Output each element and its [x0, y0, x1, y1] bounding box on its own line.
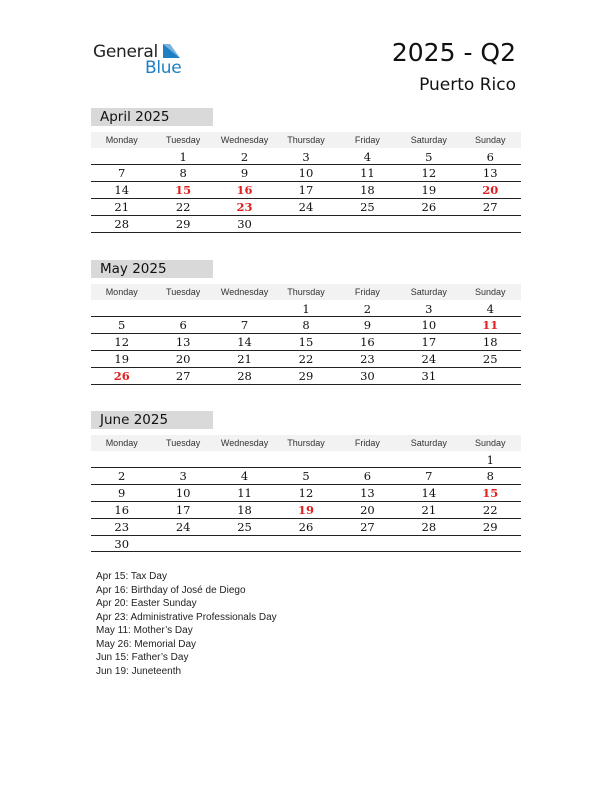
day-cell: 12 [298, 485, 314, 500]
day-cell: 28 [114, 216, 130, 231]
day-cell: 17 [421, 334, 437, 349]
weekday-header: Monday [105, 287, 138, 297]
day-cell: 15 [175, 182, 192, 197]
day-cell: 16 [236, 182, 253, 197]
week-row [91, 502, 521, 519]
weekday-header-row [91, 435, 521, 451]
day-cell: 31 [421, 368, 437, 383]
weekday-header-row [91, 284, 521, 300]
month-label: May 2025 [91, 260, 213, 278]
general-blue-logo [93, 42, 203, 78]
month-block-april [91, 108, 521, 233]
day-cell: 20 [360, 502, 375, 517]
day-cell: 30 [237, 216, 252, 231]
weekday-header: Thursday [287, 135, 325, 145]
day-cell [398, 536, 459, 552]
day-cell: 8 [302, 318, 310, 332]
day-cell: 24 [421, 351, 437, 366]
day-cell: 12 [421, 166, 437, 180]
day-cell: 21 [237, 351, 252, 366]
weekday-header: Monday [105, 438, 138, 448]
week-row [91, 317, 521, 334]
day-cell: 7 [118, 166, 126, 180]
day-cell: 22 [175, 199, 191, 214]
day-cell: 29 [175, 216, 191, 231]
day-cell: 19 [297, 502, 314, 517]
day-cell: 6 [179, 318, 187, 332]
day-cell: 14 [421, 485, 437, 500]
day-cell [152, 301, 213, 316]
day-cell [214, 536, 275, 552]
day-cell [214, 301, 275, 316]
day-cell: 19 [114, 351, 130, 366]
logo-word-blue: Blue [145, 58, 182, 78]
holiday-note: Jun 19: Juneteenth [96, 665, 182, 677]
day-cell [91, 301, 152, 316]
weekday-header: Wednesday [220, 438, 269, 448]
day-cell [337, 452, 398, 467]
page-title: 2025 - Q2 [391, 38, 516, 67]
day-cell: 8 [486, 469, 494, 483]
day-cell: 25 [360, 199, 375, 214]
holiday-note: Apr 20: Easter Sunday [96, 598, 197, 609]
holiday-note: Apr 23: Administrative Professionals Day [96, 611, 277, 623]
month-label: June 2025 [91, 411, 213, 429]
day-cell: 13 [360, 485, 375, 500]
weekday-header: Thursday [287, 438, 325, 448]
day-cell: 5 [302, 469, 310, 483]
day-cell: 15 [298, 334, 314, 349]
day-cell: 21 [421, 502, 437, 517]
day-cell: 2 [363, 302, 372, 316]
day-cell: 24 [175, 519, 191, 534]
week-row [91, 199, 521, 216]
day-cell: 28 [237, 368, 252, 383]
day-cell: 4 [240, 469, 249, 483]
day-cell: 18 [360, 182, 375, 197]
day-cell: 11 [360, 166, 375, 180]
day-cell: 22 [298, 351, 314, 366]
holiday-note: Jun 15: Father’s Day [96, 652, 189, 663]
day-cell: 10 [298, 166, 314, 180]
day-cell: 4 [363, 150, 372, 164]
day-cell [337, 536, 398, 552]
month-block-may [91, 260, 521, 385]
day-cell: 23 [360, 351, 375, 366]
weekday-header: Wednesday [220, 287, 269, 297]
day-cell: 29 [298, 368, 314, 383]
day-cell: 9 [118, 485, 126, 500]
day-cell [152, 452, 213, 467]
day-cell: 5 [425, 150, 433, 164]
weekday-header: Tuesday [166, 135, 201, 145]
day-cell [214, 452, 275, 467]
day-cell: 22 [482, 502, 498, 517]
day-cell: 28 [421, 519, 437, 534]
day-cell: 21 [114, 199, 130, 214]
day-cell [460, 536, 521, 552]
weekday-header: Sunday [474, 438, 506, 448]
day-cell [460, 216, 521, 232]
day-cell: 4 [486, 302, 494, 316]
month-label: April 2025 [91, 108, 213, 126]
weekday-header-row [91, 132, 521, 148]
weekday-header: Friday [354, 287, 380, 297]
day-cell [275, 536, 336, 552]
day-cell [460, 368, 521, 384]
day-cell: 27 [482, 199, 498, 214]
day-cell: 30 [360, 368, 375, 383]
day-cell: 3 [425, 302, 433, 316]
day-cell [91, 452, 152, 467]
week-row [91, 216, 521, 233]
week-row [91, 485, 521, 502]
day-cell: 14 [114, 182, 130, 197]
day-cell: 12 [114, 334, 130, 349]
day-cell: 27 [360, 519, 375, 534]
day-cell: 1 [179, 150, 187, 164]
day-cell: 8 [179, 166, 187, 180]
week-row [91, 334, 521, 351]
weekday-header: Sunday [474, 287, 506, 297]
day-cell: 1 [302, 302, 310, 316]
holiday-notes [96, 570, 277, 678]
day-cell: 25 [482, 351, 498, 366]
weekday-header: Friday [354, 135, 380, 145]
day-cell: 23 [236, 199, 253, 214]
day-cell: 1 [486, 453, 494, 467]
day-cell: 3 [302, 150, 310, 164]
day-cell: 17 [298, 182, 314, 197]
day-cell: 20 [482, 182, 499, 197]
day-cell: 7 [240, 318, 249, 332]
day-cell [91, 149, 152, 164]
day-cell: 13 [175, 334, 191, 349]
day-cell: 11 [482, 318, 499, 332]
weekday-header: Friday [354, 438, 380, 448]
day-cell: 16 [114, 502, 130, 517]
day-cell [275, 216, 336, 232]
day-cell [152, 536, 213, 552]
day-cell: 2 [118, 469, 126, 483]
day-cell: 7 [425, 469, 433, 483]
day-cell [275, 452, 336, 467]
week-row [91, 182, 521, 199]
day-cell: 18 [237, 502, 252, 517]
day-cell: 9 [240, 166, 249, 180]
day-cell: 11 [237, 485, 252, 500]
weekday-header: Saturday [410, 135, 447, 145]
weekday-header: Saturday [410, 287, 447, 297]
day-cell: 16 [360, 334, 375, 349]
day-cell: 14 [237, 334, 252, 349]
month-block-june [91, 411, 521, 552]
holiday-note: May 26: Memorial Day [96, 638, 197, 650]
week-row [91, 165, 521, 182]
weekday-header: Tuesday [166, 287, 201, 297]
day-cell [398, 216, 459, 232]
day-cell: 26 [421, 199, 437, 214]
logo-word-general: General [93, 42, 158, 62]
day-cell: 6 [363, 469, 372, 483]
day-cell: 6 [486, 150, 494, 164]
day-cell: 30 [114, 536, 130, 551]
week-row [91, 149, 521, 165]
weekday-header: Saturday [410, 438, 447, 448]
day-cell: 27 [175, 368, 191, 383]
week-row [91, 536, 521, 553]
day-cell: 10 [175, 485, 191, 500]
day-cell: 17 [175, 502, 191, 517]
day-cell [337, 216, 398, 232]
week-row [91, 519, 521, 536]
week-row [91, 301, 521, 317]
day-cell: 15 [482, 485, 499, 500]
week-row [91, 468, 521, 485]
week-row [91, 452, 521, 468]
day-cell: 19 [421, 182, 437, 197]
day-cell: 25 [237, 519, 252, 534]
day-cell: 24 [298, 199, 314, 214]
weekday-header: Thursday [287, 287, 325, 297]
holiday-note: May 11: Mother’s Day [96, 625, 193, 636]
day-cell: 18 [482, 334, 498, 349]
day-cell: 3 [179, 469, 187, 483]
week-row [91, 351, 521, 368]
weekday-header: Monday [105, 135, 138, 145]
day-cell: 20 [175, 351, 191, 366]
day-cell: 10 [421, 318, 437, 332]
day-cell: 9 [363, 318, 372, 332]
week-row [91, 368, 521, 385]
holiday-note: Apr 15: Tax Day [96, 571, 167, 582]
day-cell [398, 452, 459, 467]
day-cell: 29 [482, 519, 498, 534]
day-cell: 13 [482, 166, 498, 180]
weekday-header: Wednesday [220, 135, 269, 145]
day-cell: 2 [240, 150, 249, 164]
weekday-header: Sunday [474, 135, 506, 145]
weekday-header: Tuesday [166, 438, 201, 448]
holiday-note: Apr 16: Birthday of José de Diego [96, 584, 246, 596]
day-cell: 23 [114, 519, 130, 534]
day-cell: 26 [113, 368, 130, 383]
day-cell: 26 [298, 519, 314, 534]
region-subtitle: Puerto Rico [419, 75, 516, 95]
day-cell: 5 [118, 318, 126, 332]
